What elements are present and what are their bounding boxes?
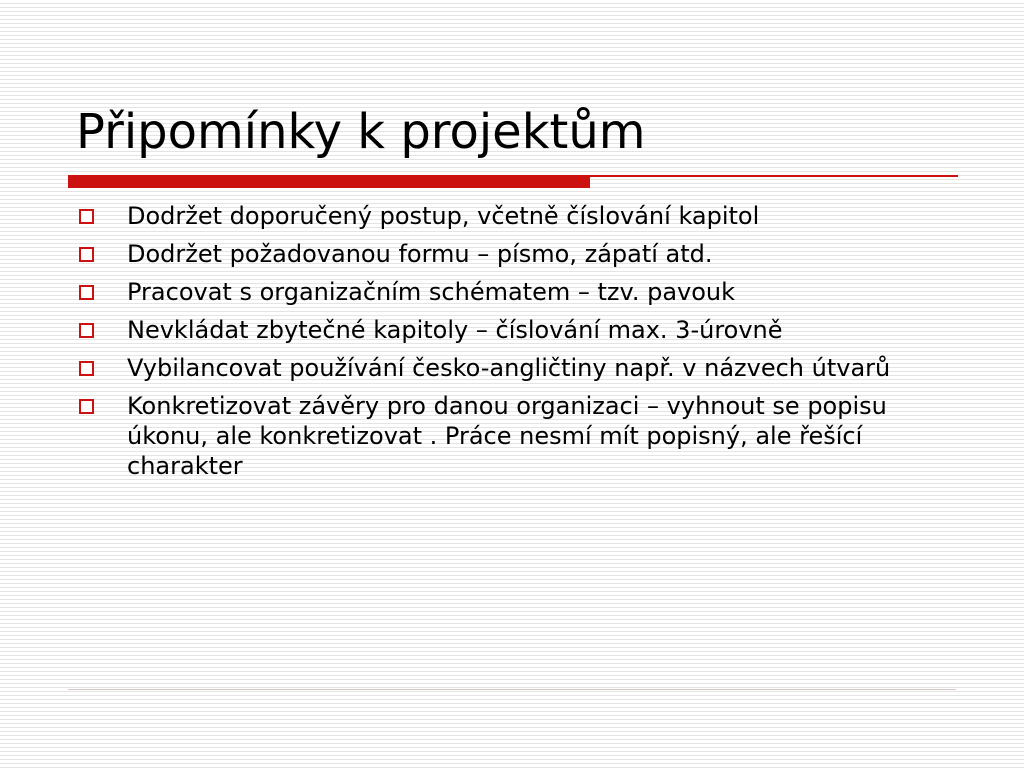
bullet-text: Nevkládat zbytečné kapitoly – číslování max. 3-úrovně: [127, 316, 783, 344]
square-bullet-icon: [79, 209, 94, 224]
bullet-item: [76, 315, 956, 345]
bullet-text: Dodržet doporučený postup, včetně číslování kapitol: [127, 202, 760, 230]
footer-divider: [68, 689, 956, 690]
bullet-item: [76, 277, 956, 307]
square-bullet-icon: [79, 323, 94, 338]
bullet-text: Dodržet požadovanou formu – písmo, zápatí atd.: [127, 240, 713, 268]
square-bullet-icon: [79, 399, 94, 414]
bullet-item: [76, 201, 956, 231]
bullet-text: Konkretizovat závěry pro danou organizaci – vyhnout se popisu úkonu, ale konkretizovat . Práce nesmí mít popisný, ale řešící charakter: [127, 392, 887, 480]
bullet-item: [76, 239, 956, 269]
bullet-item: [76, 353, 956, 383]
bullet-list: [76, 201, 956, 489]
square-bullet-icon: [79, 361, 94, 376]
title-underline-thick: [68, 175, 590, 188]
slide-title: Připomínky k projektům: [76, 104, 646, 160]
title-underline-thin: [590, 175, 958, 177]
square-bullet-icon: [79, 247, 94, 262]
square-bullet-icon: [79, 285, 94, 300]
bullet-item: [76, 391, 956, 481]
bullet-text: Vybilancovat používání česko-angličtiny např. v názvech útvarů: [127, 354, 891, 382]
bullet-text: Pracovat s organizačním schématem – tzv. pavouk: [127, 278, 736, 306]
